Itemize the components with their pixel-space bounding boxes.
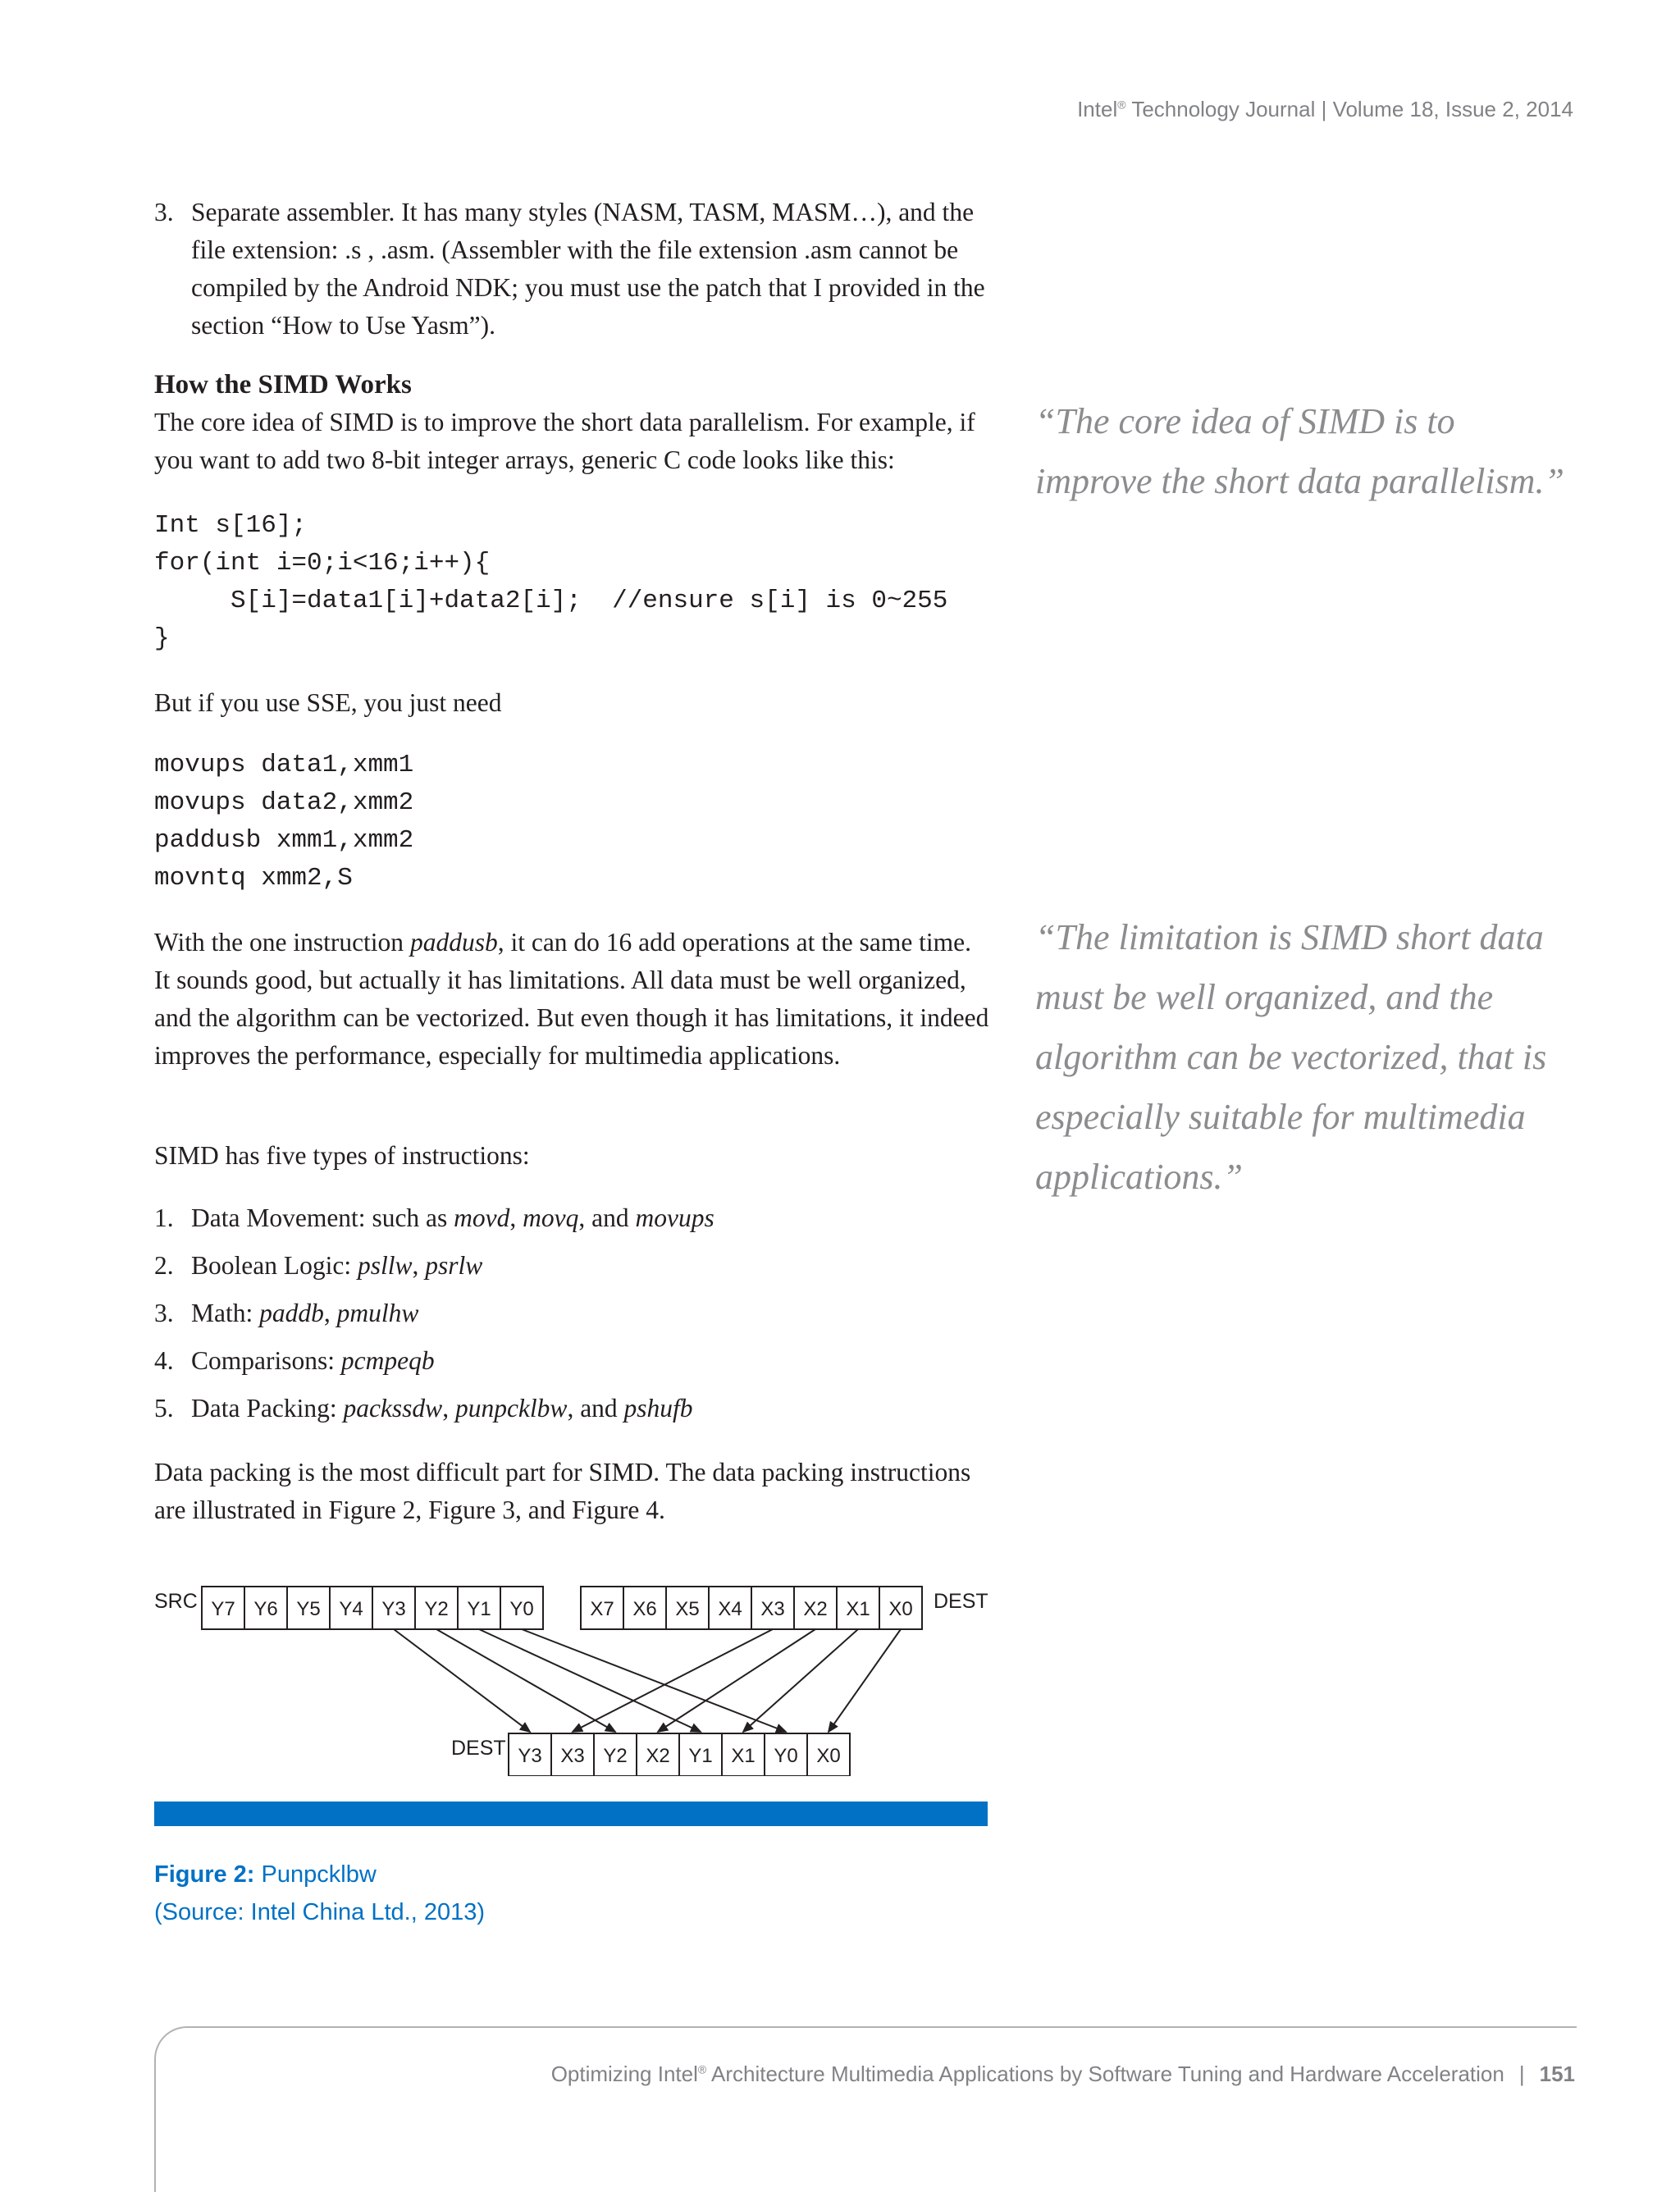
data-packing-paragraph: Data packing is the most difficult part for SIMD. The data packing instructions are illustrated in Figure 2, Figure 3, and Figure 4. <box>154 1458 971 1524</box>
register-cell-label: Y2 <box>603 1745 628 1767</box>
list-item <box>154 1295 991 1332</box>
mapping-arrow <box>573 1629 773 1732</box>
register-cell-label: X4 <box>718 1598 742 1620</box>
data-packing-block <box>154 1454 991 1529</box>
register-cell-label: Y4 <box>339 1598 363 1620</box>
register-cell-label: X2 <box>803 1598 828 1620</box>
punpcklbw-diagram <box>154 1579 991 1776</box>
running-footer <box>551 2062 1575 2087</box>
types-intro-block <box>154 1137 991 1175</box>
code-line: } <box>154 624 170 653</box>
instruction-name: packssdw <box>343 1394 443 1423</box>
arrow-lines <box>394 1629 901 1732</box>
instruction-name: pmulhw <box>336 1299 419 1327</box>
caption-source: (Source: Intel China Ltd., 2013) <box>154 1899 486 1925</box>
code-line: Int s[16]; <box>154 511 308 540</box>
register-cell-label: X1 <box>731 1745 756 1767</box>
list-item-separate-assembler <box>154 194 991 345</box>
caption-figure-number: Figure 2: <box>154 1861 255 1888</box>
instruction-name: punpcklbw <box>454 1394 568 1423</box>
register-cell-label: Y5 <box>296 1598 321 1620</box>
src-register <box>202 1587 543 1629</box>
figure-caption <box>154 1856 485 1931</box>
output-register <box>509 1733 850 1776</box>
pull-quote-core-idea: “The core idea of SIMD is to improve the short data parallelism.” <box>1035 401 1564 501</box>
footer-title-end: Architecture Multimedia Applications by Software Tuning and Hardware Acceleration <box>706 2062 1504 2086</box>
register-cell-label: Y0 <box>509 1598 534 1620</box>
list-label: Math: <box>191 1299 260 1327</box>
figure-accent-bar <box>154 1802 988 1826</box>
instruction-types-list <box>154 1199 991 1437</box>
pull-quote-limitation: “The limitation is SIMD short data must be well organized, and the algorithm can be vectorized, that is especially suitable for multimedia applications.” <box>1035 917 1547 1197</box>
list-label: Boolean Logic: <box>191 1251 358 1280</box>
section-simd <box>154 366 991 479</box>
list-sep: , <box>412 1251 426 1280</box>
sse-paragraph: But if you use SSE, you just need <box>154 688 502 717</box>
register-cell-label: X1 <box>846 1598 870 1620</box>
instruction-name: psllw <box>357 1251 413 1280</box>
instruction-name: movq <box>523 1203 579 1232</box>
register-cell-label: X7 <box>590 1598 614 1620</box>
footer-title-start: Optimizing Intel <box>550 2062 698 2086</box>
list-number: 3. <box>154 1299 174 1327</box>
list-number: 5. <box>154 1394 174 1423</box>
header-separator: | <box>1315 97 1333 121</box>
register-cell-label: X3 <box>760 1598 785 1620</box>
list-item <box>154 1342 991 1380</box>
dest-label: DEST <box>934 1590 988 1613</box>
output-dest-label: DEST <box>451 1737 506 1760</box>
list-item-text: Separate assembler. It has many styles (NASM, TASM, MASM…), and the file extension: .s , .asm. (Assembler with the file extension .asm cannot be compiled by the Android NDK; you must use the patch that I provided in the section “How to Use Yasm”). <box>191 198 985 340</box>
register-cell-label: Y3 <box>381 1598 406 1620</box>
limitations-text-end: , it can do 16 add operations at the same time. It sounds good, but actually it has limitations. All data must be well organized, and the algorithm can be vectorized. But even though it has limitations, it indeed improves the performance, especially for multimedia applications. <box>154 928 989 1070</box>
src-label: SRC <box>154 1590 198 1613</box>
limitations-block <box>154 924 991 1075</box>
list-number: 4. <box>154 1346 174 1375</box>
header-reg-mark: ® <box>1117 98 1126 112</box>
mapping-arrow <box>658 1629 815 1732</box>
instruction-paddusb: paddusb <box>409 928 498 957</box>
list-sep: , <box>323 1299 337 1327</box>
limitations-paragraph <box>154 924 991 1075</box>
list-sep: , <box>509 1203 523 1232</box>
instruction-name: pcmpeqb <box>340 1346 435 1375</box>
header-journal: Technology Journal <box>1125 97 1316 121</box>
list-item <box>154 1199 991 1237</box>
list-number: 1. <box>154 1203 174 1232</box>
footer-rule <box>154 2026 1577 2192</box>
instruction-name: movups <box>635 1203 714 1232</box>
list-sep: , and <box>578 1203 636 1232</box>
code-line: movups data1,xmm1 <box>154 751 414 779</box>
running-header <box>1077 97 1573 122</box>
register-cell-label: X5 <box>675 1598 700 1620</box>
register-cell-label: X0 <box>888 1598 913 1620</box>
register-cell-label: X6 <box>632 1598 657 1620</box>
list-label: Data Packing: <box>191 1394 344 1423</box>
intro-paragraph: The core idea of SIMD is to improve the short data parallelism. For example, if you want to add two 8-bit integer arrays, generic C code looks like this: <box>154 408 975 474</box>
mapping-arrow <box>829 1629 901 1732</box>
list-item <box>154 1390 991 1427</box>
register-cell-label: X3 <box>560 1745 585 1767</box>
list-sep: , <box>442 1394 455 1423</box>
code-line: for(int i=0;i<16;i++){ <box>154 549 491 578</box>
main-column <box>154 194 991 345</box>
caption-title: Punpcklbw <box>254 1861 377 1888</box>
instruction-name: pshufb <box>623 1394 693 1423</box>
section-title: How the SIMD Works <box>154 370 412 400</box>
code-line: paddusb xmm1,xmm2 <box>154 826 414 855</box>
sse-paragraph-block <box>154 684 991 722</box>
header-issue: Volume 18, Issue 2, 2014 <box>1332 97 1573 121</box>
register-cell-label: X2 <box>646 1745 670 1767</box>
mapping-arrow <box>743 1629 858 1732</box>
list-item <box>154 1247 991 1285</box>
register-cell-label: Y0 <box>774 1745 798 1767</box>
register-cell-label: Y7 <box>211 1598 235 1620</box>
mapping-arrow <box>522 1629 786 1732</box>
register-cell-label: Y3 <box>518 1745 542 1767</box>
code-line: movups data2,xmm2 <box>154 788 414 817</box>
header-brand: Intel <box>1077 97 1118 121</box>
register-cell-label: X0 <box>816 1745 841 1767</box>
code-line: movntq xmm2,S <box>154 864 353 893</box>
list-sep: , and <box>567 1394 624 1423</box>
register-cell-label: Y1 <box>688 1745 713 1767</box>
code-block-asm <box>154 747 991 897</box>
register-cell-label: Y2 <box>424 1598 449 1620</box>
code-block-c <box>154 507 991 658</box>
footer-separator: | <box>1518 2062 1525 2086</box>
register-cell-label: Y1 <box>467 1598 491 1620</box>
types-intro: SIMD has five types of instructions: <box>154 1141 530 1170</box>
page-number: 151 <box>1539 2062 1575 2086</box>
dest-register <box>581 1587 922 1629</box>
limitations-text-start: With the one instruction <box>154 928 410 957</box>
code-line: S[i]=data1[i]+data2[i]; //ensure s[i] is 0~255 <box>154 587 948 615</box>
register-cell-label: Y6 <box>253 1598 278 1620</box>
instruction-name: psrlw <box>425 1251 483 1280</box>
list-label: Comparisons: <box>191 1346 341 1375</box>
instruction-name: paddb <box>259 1299 324 1327</box>
caption-title-line <box>154 1856 485 1893</box>
list-label: Data Movement: such as <box>191 1203 454 1232</box>
footer-reg-mark: ® <box>697 2062 707 2076</box>
list-number: 2. <box>154 1251 174 1280</box>
instruction-name: movd <box>454 1203 510 1232</box>
list-number: 3. <box>154 198 174 226</box>
